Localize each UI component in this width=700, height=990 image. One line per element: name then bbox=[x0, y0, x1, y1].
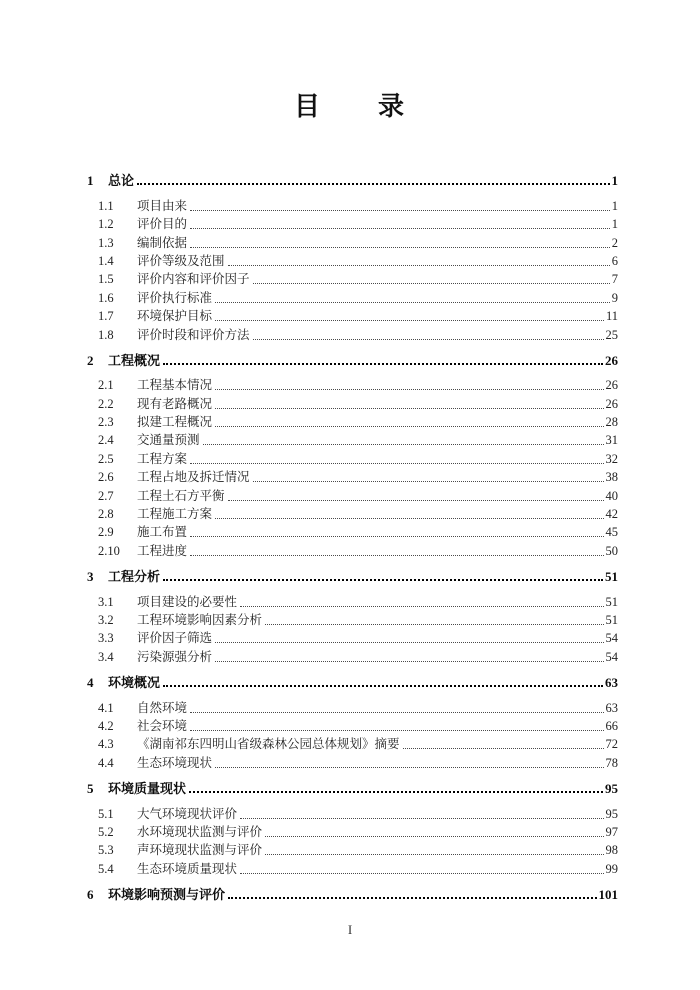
toc-entry-page: 95 bbox=[605, 806, 618, 821]
dot-leader bbox=[203, 444, 604, 445]
toc-item-row bbox=[87, 214, 618, 232]
toc-entry-page: 32 bbox=[605, 451, 618, 466]
toc-item-row bbox=[87, 610, 618, 628]
toc-item-row bbox=[87, 251, 618, 269]
toc-entry-title: 水环境现状监测与评价 bbox=[137, 824, 263, 839]
toc-item-row bbox=[87, 697, 618, 715]
toc-entry-page: 31 bbox=[605, 433, 618, 448]
toc-entry-page: 97 bbox=[605, 824, 618, 839]
toc-item-row bbox=[87, 485, 618, 503]
toc-entry-title: 现有老路概况 bbox=[137, 396, 213, 411]
toc-entry-page: 26 bbox=[605, 378, 618, 393]
dot-leader bbox=[240, 873, 603, 874]
toc-entry-page: 1 bbox=[611, 217, 618, 232]
toc-entry-title: 声环境现状监测与评价 bbox=[137, 843, 263, 858]
toc-entry-title: 工程占地及拆迁情况 bbox=[137, 470, 250, 485]
toc-entry-title: 评价内容和评价因子 bbox=[137, 272, 250, 287]
dot-leader bbox=[190, 228, 610, 229]
toc-entry-number: 2.8 bbox=[98, 507, 114, 522]
toc-entry-number: 4.1 bbox=[98, 700, 114, 715]
toc-section-row bbox=[87, 566, 618, 584]
dot-leader bbox=[190, 712, 603, 713]
toc-entry-number: 2.6 bbox=[98, 470, 114, 485]
toc-entry-page: 42 bbox=[605, 507, 618, 522]
toc-entry-page: 54 bbox=[605, 631, 618, 646]
toc-entry-title: 工程方案 bbox=[137, 451, 188, 466]
toc-entry-number: 3 bbox=[87, 569, 94, 585]
toc-entry-title: 拟建工程概况 bbox=[137, 415, 213, 430]
toc-entry-number: 2.3 bbox=[98, 415, 114, 430]
toc-entry-title: 工程施工方案 bbox=[137, 507, 213, 522]
toc-entry-title: 评价时段和评价方法 bbox=[137, 327, 250, 342]
toc-entry-title: 项目由来 bbox=[137, 198, 188, 213]
toc-entry-page: 98 bbox=[605, 843, 618, 858]
toc-entry-page: 78 bbox=[605, 755, 618, 770]
toc-entry-page: 2 bbox=[611, 235, 618, 250]
toc-entry-title: 生态环境现状 bbox=[137, 755, 213, 770]
toc-item-row bbox=[87, 448, 618, 466]
toc-entry-number: 1.5 bbox=[98, 272, 114, 287]
dot-leader bbox=[189, 791, 603, 793]
dot-leader bbox=[215, 661, 603, 662]
dot-leader bbox=[228, 265, 610, 266]
toc-item-row bbox=[87, 646, 618, 664]
toc-entry-number: 5.4 bbox=[98, 861, 114, 876]
toc-item-row bbox=[87, 375, 618, 393]
toc-entry-number: 2.4 bbox=[98, 433, 114, 448]
dot-leader bbox=[163, 579, 603, 581]
dot-leader bbox=[137, 183, 609, 185]
toc-entry-page: 26 bbox=[605, 352, 618, 368]
toc-entry-title: 环境保护目标 bbox=[137, 309, 213, 324]
dot-leader bbox=[228, 500, 604, 501]
toc-entry-number: 3.2 bbox=[98, 612, 114, 627]
dot-leader bbox=[190, 463, 603, 464]
toc-entry-number: 3.4 bbox=[98, 649, 114, 664]
toc-item-row bbox=[87, 858, 618, 876]
toc-entry-page: 50 bbox=[605, 543, 618, 558]
toc-item-row bbox=[87, 803, 618, 821]
toc-entry-title: 交通量预测 bbox=[137, 433, 200, 448]
dot-leader bbox=[253, 339, 604, 340]
toc-entry-title: 污染源强分析 bbox=[137, 649, 213, 664]
toc-section-row bbox=[87, 884, 618, 902]
toc-entry-title: 工程进度 bbox=[137, 543, 188, 558]
toc-entry-number: 1 bbox=[87, 173, 94, 189]
dot-leader bbox=[190, 555, 603, 556]
toc-entry-title: 工程概况 bbox=[108, 352, 161, 368]
toc-entry-title: 生态环境质量现状 bbox=[137, 861, 238, 876]
toc-entry-number: 1.4 bbox=[98, 253, 114, 268]
dot-leader bbox=[190, 247, 610, 248]
dot-leader bbox=[215, 642, 603, 643]
toc-entry-page: 1 bbox=[611, 173, 618, 189]
dot-leader bbox=[215, 389, 603, 390]
toc-entry-page: 63 bbox=[605, 700, 618, 715]
dot-leader bbox=[265, 624, 603, 625]
toc-item-row bbox=[87, 504, 618, 522]
toc-entry-title: 工程环境影响因素分析 bbox=[137, 612, 263, 627]
toc-entry-title: 评价等级及范围 bbox=[137, 253, 225, 268]
toc-entry-title: 《湖南祁东四明山省级森林公园总体规划》摘要 bbox=[137, 737, 400, 752]
page-title: 目 录 bbox=[293, 92, 406, 121]
toc-entry-number: 6 bbox=[87, 887, 94, 903]
toc-item-row bbox=[87, 324, 618, 342]
toc-entry-number: 1.3 bbox=[98, 235, 114, 250]
dot-leader bbox=[240, 818, 603, 819]
toc-item-row bbox=[87, 412, 618, 430]
dot-leader bbox=[163, 685, 603, 687]
toc-entry-page: 99 bbox=[605, 861, 618, 876]
toc-entry-number: 2.1 bbox=[98, 378, 114, 393]
toc-entry-number: 1.1 bbox=[98, 198, 114, 213]
toc-entry-number: 3.1 bbox=[98, 594, 114, 609]
dot-leader bbox=[215, 426, 603, 427]
toc-entry-number: 5 bbox=[87, 781, 94, 797]
toc-entry-title: 评价因子筛选 bbox=[137, 631, 213, 646]
toc-section-row bbox=[87, 170, 618, 188]
dot-leader bbox=[190, 730, 603, 731]
toc-entry-number: 2.10 bbox=[98, 543, 120, 558]
dot-leader bbox=[240, 606, 603, 607]
toc-item-row bbox=[87, 287, 618, 305]
toc-entry-page: 45 bbox=[605, 525, 618, 540]
toc-entry-page: 28 bbox=[605, 415, 618, 430]
dot-leader bbox=[215, 320, 604, 321]
toc-item-row bbox=[87, 232, 618, 250]
toc-entry-page: 63 bbox=[605, 675, 618, 691]
toc-entry-title: 大气环境现状评价 bbox=[137, 806, 238, 821]
toc-entry-page: 66 bbox=[605, 718, 618, 733]
toc-entry-number: 5.2 bbox=[98, 824, 114, 839]
toc-entry-title: 环境影响预测与评价 bbox=[108, 887, 226, 903]
toc-entry-page: 72 bbox=[605, 737, 618, 752]
toc-entry-number: 3.3 bbox=[98, 631, 114, 646]
toc-item-row bbox=[87, 306, 618, 324]
toc-entry-title: 环境概况 bbox=[108, 675, 161, 691]
toc-entry-title: 总论 bbox=[108, 173, 135, 189]
toc-entry-title: 工程基本情况 bbox=[137, 378, 213, 393]
footer-page-number: I bbox=[347, 922, 353, 937]
toc-item-row bbox=[87, 195, 618, 213]
dot-leader bbox=[215, 408, 603, 409]
toc-item-row bbox=[87, 540, 618, 558]
toc-entry-number: 1.2 bbox=[98, 217, 114, 232]
dot-leader bbox=[215, 518, 603, 519]
toc-item-row bbox=[87, 628, 618, 646]
toc-entry-title: 项目建设的必要性 bbox=[137, 594, 238, 609]
toc-entry-title: 施工布置 bbox=[137, 525, 188, 540]
toc-item-row bbox=[87, 734, 618, 752]
toc-section-row bbox=[87, 672, 618, 690]
toc-entry-page: 6 bbox=[611, 253, 618, 268]
toc-item-row bbox=[87, 522, 618, 540]
toc-entry-number: 4.2 bbox=[98, 718, 114, 733]
toc-item-row bbox=[87, 269, 618, 287]
toc-entry-number: 2.7 bbox=[98, 488, 114, 503]
toc-entry-title: 工程土石方平衡 bbox=[137, 488, 225, 503]
toc-entry-number: 5.1 bbox=[98, 806, 114, 821]
toc-entry-title: 社会环境 bbox=[137, 718, 188, 733]
dot-leader bbox=[265, 854, 603, 855]
toc-item-row bbox=[87, 467, 618, 485]
toc-item-row bbox=[87, 591, 618, 609]
toc-entry-number: 5.3 bbox=[98, 843, 114, 858]
toc-entry-number: 1.6 bbox=[98, 290, 114, 305]
toc-entry-number: 4 bbox=[87, 675, 94, 691]
toc-entry-page: 51 bbox=[605, 612, 618, 627]
toc-entry-title: 自然环境 bbox=[137, 700, 188, 715]
toc-entry-number: 2 bbox=[87, 352, 94, 368]
toc-item-row bbox=[87, 822, 618, 840]
toc-entry-page: 38 bbox=[605, 470, 618, 485]
dot-leader bbox=[228, 897, 596, 899]
toc-entry-page: 51 bbox=[605, 569, 618, 585]
toc-entry-title: 评价执行标准 bbox=[137, 290, 213, 305]
toc-entry-page: 101 bbox=[598, 887, 618, 903]
dot-leader bbox=[403, 748, 604, 749]
dot-leader bbox=[190, 536, 603, 537]
dot-leader bbox=[253, 481, 604, 482]
toc-entry-title: 编制依据 bbox=[137, 235, 188, 250]
toc-section-row bbox=[87, 778, 618, 796]
toc-item-row bbox=[87, 716, 618, 734]
toc-entry-page: 9 bbox=[611, 290, 618, 305]
toc-entry-title: 工程分析 bbox=[108, 569, 161, 585]
dot-leader bbox=[215, 302, 610, 303]
dot-leader bbox=[253, 283, 610, 284]
toc-entry-number: 2.2 bbox=[98, 396, 114, 411]
toc-entry-page: 25 bbox=[605, 327, 618, 342]
toc-entry-number: 1.8 bbox=[98, 327, 114, 342]
toc-entry-page: 40 bbox=[605, 488, 618, 503]
table-of-contents bbox=[87, 163, 618, 909]
toc-entry-number: 4.3 bbox=[98, 737, 114, 752]
toc-entry-page: 51 bbox=[605, 594, 618, 609]
toc-entry-page: 1 bbox=[611, 198, 618, 213]
toc-entry-title: 环境质量现状 bbox=[108, 781, 187, 797]
toc-entry-number: 2.9 bbox=[98, 525, 114, 540]
toc-entry-number: 2.5 bbox=[98, 451, 114, 466]
toc-item-row bbox=[87, 752, 618, 770]
dot-leader bbox=[265, 836, 603, 837]
toc-entry-number: 4.4 bbox=[98, 755, 114, 770]
toc-item-row bbox=[87, 430, 618, 448]
toc-entry-page: 7 bbox=[611, 272, 618, 287]
toc-entry-title: 评价目的 bbox=[137, 217, 188, 232]
toc-entry-number: 1.7 bbox=[98, 309, 114, 324]
dot-leader bbox=[215, 767, 603, 768]
toc-item-row bbox=[87, 840, 618, 858]
toc-item-row bbox=[87, 393, 618, 411]
dot-leader bbox=[163, 363, 603, 365]
toc-section-row bbox=[87, 350, 618, 368]
toc-entry-page: 11 bbox=[605, 309, 618, 324]
toc-entry-page: 95 bbox=[605, 781, 618, 797]
dot-leader bbox=[190, 210, 610, 211]
toc-entry-page: 26 bbox=[605, 396, 618, 411]
toc-entry-page: 54 bbox=[605, 649, 618, 664]
